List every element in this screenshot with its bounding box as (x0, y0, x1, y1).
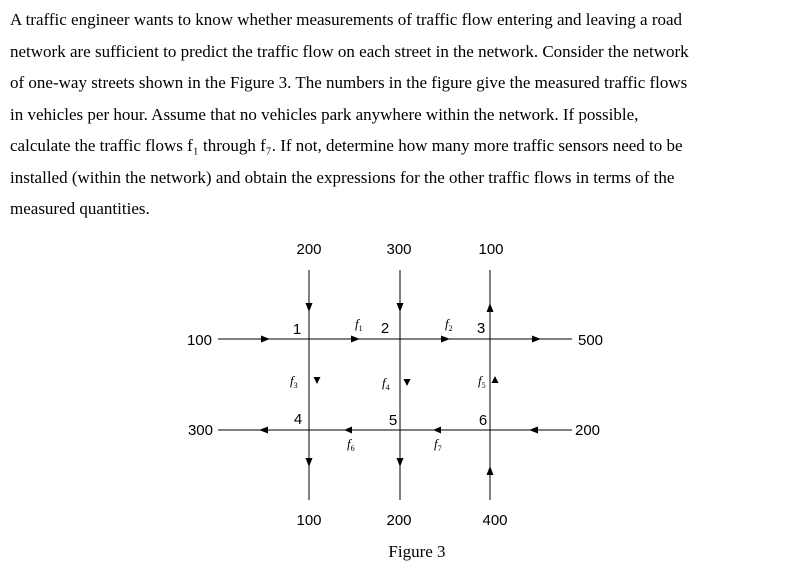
problem-line-2: network are sufficient to predict the traffic flow on each street in the network. Consider the network (10, 41, 689, 61)
intersection-4: 4 (293, 411, 303, 428)
arrow-out-top-right (487, 303, 494, 312)
flow-label-f4: $f_4$ (382, 375, 390, 392)
right-flow-bottom: 200 (575, 422, 601, 439)
intersection-6: 6 (478, 412, 488, 429)
arrow-out-right-top (532, 336, 541, 343)
arrow-out-left-bottom (259, 427, 268, 434)
flow-label-f7: $f_7$ (434, 436, 442, 453)
top-flow-middle: 300 (386, 241, 412, 258)
bottom-flow-middle: 200 (386, 512, 412, 529)
arrow-out-bottom-left (306, 458, 313, 467)
problem-line-7: measured quantities. (10, 199, 150, 218)
intersection-1: 1 (292, 321, 302, 338)
arrow-in-right-bottom (529, 427, 538, 434)
arrow-f2 (441, 336, 450, 343)
problem-line-1: A traffic engineer wants to know whether measurements of traffic flow entering and leaving a road (10, 10, 683, 29)
arrow-f4 (404, 379, 411, 386)
arrow-in-left-top (261, 336, 270, 343)
arrow-f3 (314, 377, 321, 384)
arrow-f5 (492, 376, 499, 383)
right-flow-top: 500 (578, 332, 604, 349)
figure-caption: Figure 3 (388, 542, 446, 561)
flow-label-f6: $f_6$ (347, 436, 355, 453)
arrow-out-bottom-middle (397, 458, 404, 467)
flow-label-f2: $f_2$ (445, 316, 453, 333)
arrow-f7 (433, 427, 441, 434)
top-flow-left: 200 (296, 241, 322, 258)
arrow-in-top-left (306, 303, 313, 312)
problem-line-5: calculate the traffic flows f₁ through f₇. If not, determine how many more traffic sensors need to be (10, 136, 683, 155)
bottom-flow-left: 100 (296, 512, 322, 529)
bottom-flow-right: 400 (482, 512, 508, 529)
problem-line-4: in vehicles per hour. Assume that no vehicles park anywhere within the network. If possible, (10, 104, 639, 124)
arrow-in-bottom-right (487, 466, 494, 475)
arrow-f1 (351, 336, 360, 343)
problem-line-6: installed (within the network) and obtain the expressions for the other traffic flows in terms of the (10, 167, 675, 187)
flow-label-f1: $f_1$ (355, 316, 363, 333)
problem-line-3: of one-way streets shown in the Figure 3. The numbers in the figure give the measured traffic flows (10, 73, 688, 92)
flow-label-f3: $f_3$ (290, 373, 298, 390)
intersection-5: 5 (388, 412, 398, 429)
top-flow-right: 100 (478, 241, 504, 258)
left-flow-bottom: 300 (187, 422, 213, 439)
arrow-in-top-middle (397, 303, 404, 312)
flow-label-f5: $f_5$ (478, 373, 486, 390)
intersection-2: 2 (380, 320, 390, 337)
intersection-3: 3 (476, 320, 486, 337)
left-flow-top: 100 (186, 332, 212, 349)
arrow-f6 (344, 427, 352, 434)
